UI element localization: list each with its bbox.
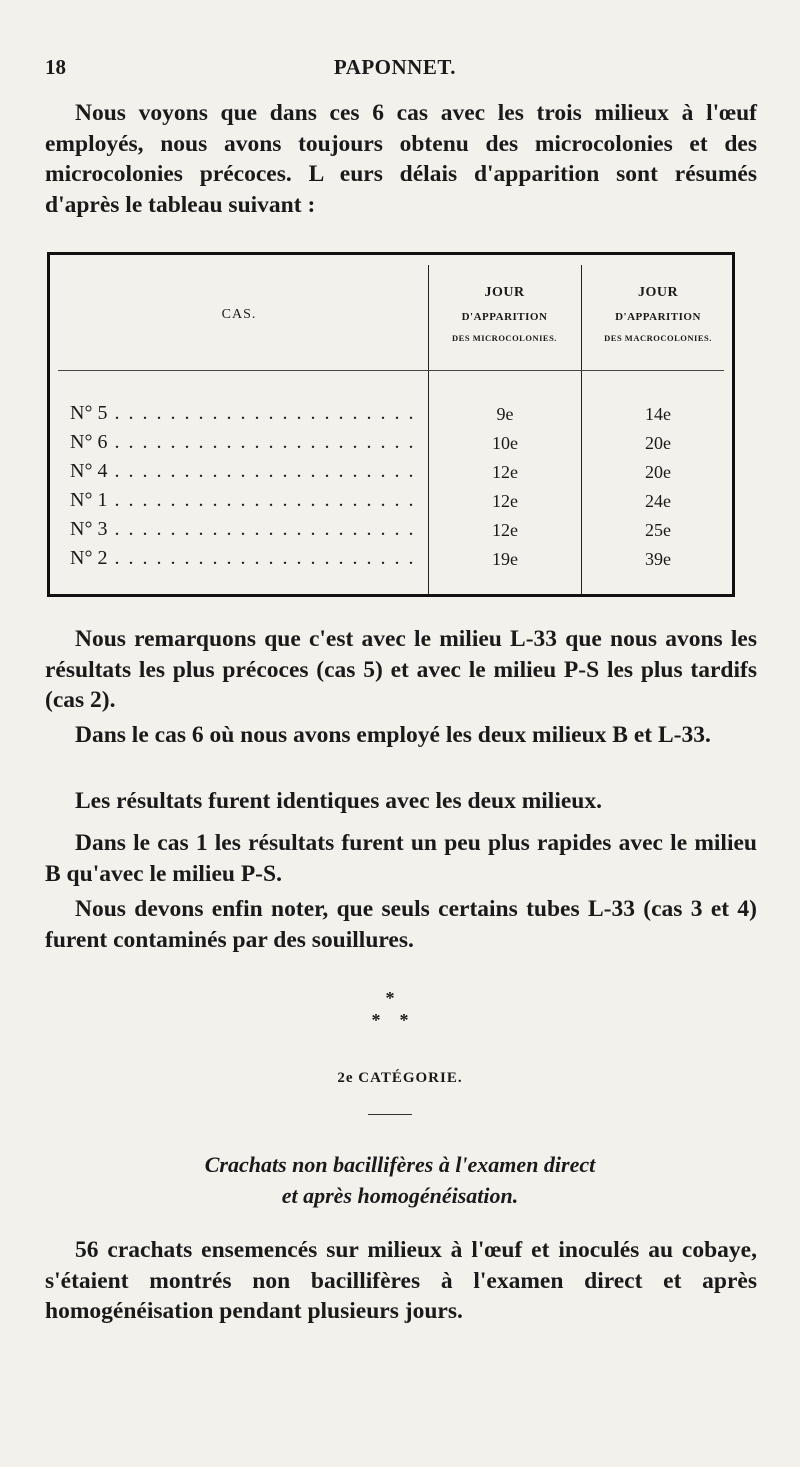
- row-micro-day: 9e: [496, 404, 514, 424]
- header-micro-line3: DES MICROCOLONIES.: [452, 333, 557, 343]
- header-microcolonies: [428, 285, 581, 343]
- row-case: N° 2 . . .: [70, 547, 415, 570]
- table-row: [50, 402, 738, 430]
- paragraph-case6: Dans le cas 6 où nous avons employé les deux milieux B et L-33.: [75, 722, 711, 748]
- table-row: [50, 460, 738, 488]
- row-micro-day: 19e: [492, 549, 518, 569]
- running-head: [45, 55, 745, 85]
- header-micro-line2: D'APPARITION: [461, 311, 548, 323]
- row-macro-day: 39e: [645, 549, 671, 569]
- table-row: [50, 489, 738, 517]
- category-heading: 2e CATÉGORIE.: [337, 1070, 463, 1086]
- running-title: PAPONNET.: [333, 55, 457, 79]
- row-micro-day: 12e: [492, 462, 518, 482]
- header-macro-line2: D'APPARITION: [615, 311, 701, 323]
- section-subtitle-line1: Crachats non bacillifères à l'examen direct: [204, 1152, 596, 1177]
- section-divider: [368, 1114, 412, 1115]
- row-case: N° 6 . . .: [70, 431, 415, 454]
- page-number: 18: [45, 55, 66, 79]
- row-micro-day: 12e: [492, 520, 518, 540]
- header-macro-line3: DES MACROCOLONIES.: [604, 333, 712, 343]
- header-micro-line1: JOUR: [484, 285, 525, 300]
- row-macro-day: 25e: [645, 520, 671, 540]
- table-row: [50, 431, 738, 459]
- results-table: [47, 252, 735, 597]
- paragraph-crachats: 56 crachats ensemencés sur milieux à l'œuf et inoculés au cobaye, s'étaient montrés non bacillifères à l'examen direct et après homogénéisation pendant plusieurs jours.: [45, 1237, 757, 1324]
- row-case: N° 5 . . .: [70, 402, 415, 425]
- svg-text:*: *: [371, 1010, 381, 1030]
- header-macrocolonies: [581, 285, 735, 343]
- asterism-ornament: [360, 990, 420, 1030]
- header-cas: CAS.: [221, 307, 257, 322]
- row-case: N° 4 . . .: [70, 460, 415, 483]
- header-macro-line1: JOUR: [637, 285, 679, 300]
- row-case: N° 1 . . .: [70, 489, 415, 512]
- row-macro-day: 14e: [645, 404, 671, 424]
- row-macro-day: 20e: [645, 433, 671, 453]
- section-subtitle-line2: et après homogénéisation.: [281, 1183, 519, 1208]
- row-case: N° 3 . . .: [70, 518, 415, 541]
- paragraph-intro: Nous voyons que dans ces 6 cas avec les trois milieux à l'œuf employés, nous avons toujours obtenu des microcolonies et des microcolonies précoces. L eurs délais d'apparition sont résumés d'après le tableau suivant :: [45, 100, 757, 218]
- row-micro-day: 12e: [492, 491, 518, 511]
- row-macro-day: 20e: [645, 462, 671, 482]
- paragraph-identical: Les résultats furent identiques avec les deux milieux.: [75, 788, 602, 814]
- row-macro-day: 24e: [645, 491, 671, 511]
- paragraph-remark: Nous remarquons que c'est avec le milieu L-33 que nous avons les résultats les plus précoces (cas 5) et avec le milieu P-S les plus tardifs (cas 2).: [45, 626, 757, 713]
- table-header-rule: [58, 370, 724, 371]
- table-row: [50, 518, 738, 546]
- paragraph-case1: Dans le cas 1 les résultats furent un peu plus rapides avec le milieu B qu'avec le milieu P-S.: [45, 830, 757, 887]
- svg-text:*: *: [385, 990, 395, 1008]
- svg-text:*: *: [399, 1010, 409, 1030]
- paragraph-contamination: Nous devons enfin noter, que seuls certains tubes L-33 (cas 3 et 4) furent contaminés par des souillures.: [45, 896, 757, 953]
- row-micro-day: 10e: [492, 433, 518, 453]
- table-row: [50, 547, 738, 575]
